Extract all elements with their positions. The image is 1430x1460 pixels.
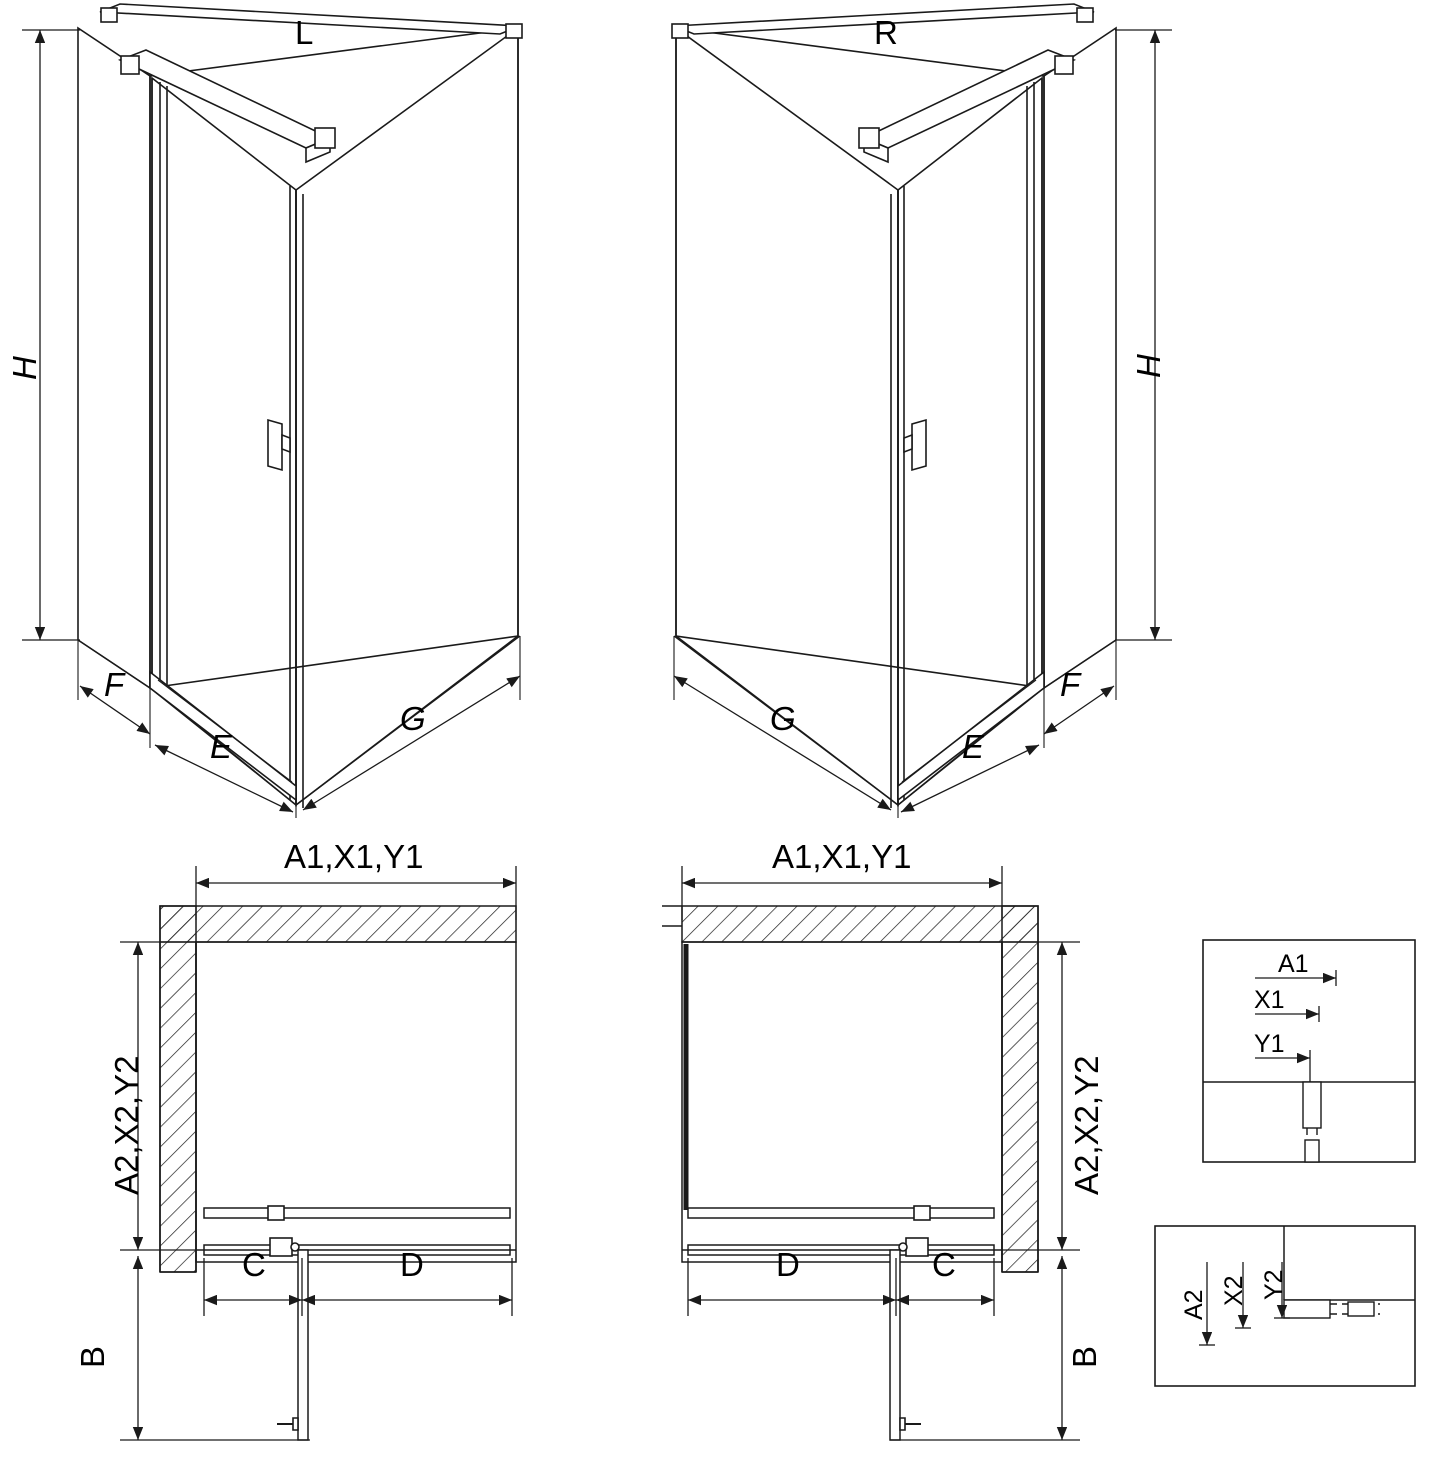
plan-dim-swing-right: B (1066, 1345, 1103, 1368)
plan-dim-depth-left: A2,X2,Y2 (108, 1055, 145, 1195)
dim-label-door-right: E (962, 728, 985, 765)
dim-label-side-panel-left: F (104, 666, 125, 703)
plan-dim-door-left: C (242, 1246, 266, 1283)
plan-dim-panel-right: D (776, 1246, 800, 1283)
dim-label-door-left: E (210, 728, 233, 765)
dim-label-height-right: H (1130, 354, 1167, 378)
plan-dim-panel-left: D (400, 1246, 424, 1283)
dim-label-height-left: H (6, 356, 43, 380)
plan-dim-swing-left: B (74, 1345, 111, 1368)
plan-dim-width-right: A1,X1,Y1 (772, 838, 912, 875)
dim-label-fixed-panel-left: G (400, 700, 426, 737)
plan-dim-door-right: C (932, 1246, 956, 1283)
detail-top-label-x1: X1 (1254, 986, 1285, 1014)
detail-bottom-label-x2: X2 (1220, 1275, 1248, 1306)
detail-bottom-label-y2: Y2 (1260, 1269, 1288, 1300)
plan-dim-depth-right: A2,X2,Y2 (1068, 1055, 1105, 1195)
detail-bottom-label-a2: A2 (1180, 1289, 1208, 1320)
view-title-left: L (295, 14, 314, 51)
view-title-right: R (874, 14, 898, 51)
dim-label-side-panel-right: F (1060, 666, 1081, 703)
plan-dim-width-left: A1,X1,Y1 (284, 838, 424, 875)
detail-top-label-a1: A1 (1278, 950, 1309, 978)
dim-label-fixed-panel-right: G (770, 700, 796, 737)
detail-top-label-y1: Y1 (1254, 1030, 1285, 1058)
